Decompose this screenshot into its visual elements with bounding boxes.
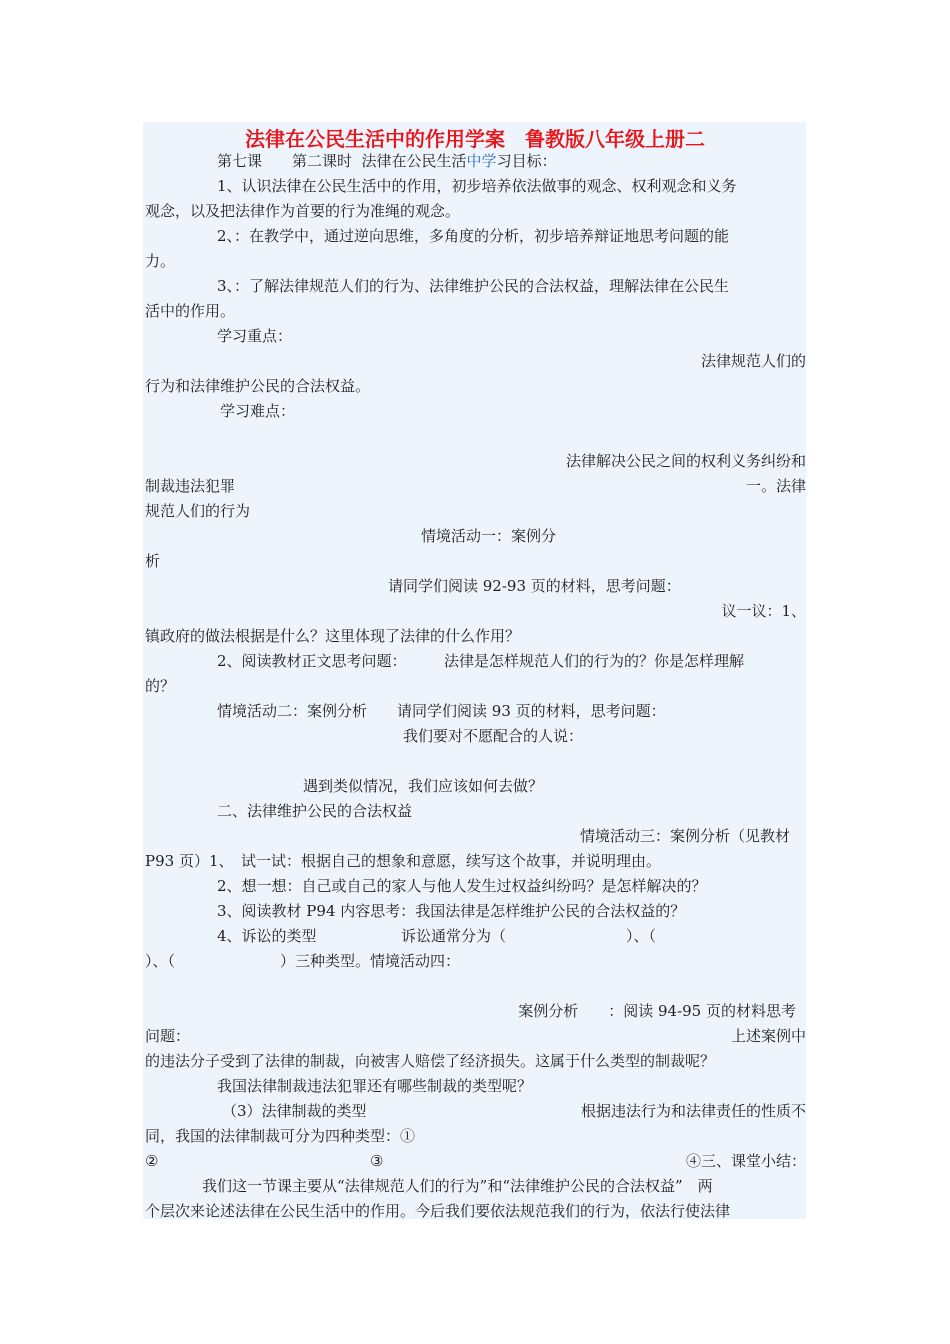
activity-heading: 情境活动二：案例分析 请同学们阅读 93 页的材料，思考问题： bbox=[217, 702, 666, 720]
paragraph-line: 诉讼通常分为（ ）、（ bbox=[401, 927, 657, 945]
document-title: 法律在公民生活中的作用学案 鲁教版八年级上册二 bbox=[245, 127, 705, 151]
section-heading: 一。法律 bbox=[745, 477, 806, 495]
paragraph-line: 活中的作用。 bbox=[145, 302, 236, 320]
paragraph-line: （3）法律制裁的类型 bbox=[222, 1102, 367, 1120]
paragraph-line: 2、想一想：自己或自己的家人与他人发生过权益纠纷吗？是怎样解决的？ bbox=[217, 877, 707, 895]
paragraph-line: 个层次来论述法律在公民生活中的作用。今后我们要依法规范我们的行为，依法行使法律 bbox=[145, 1202, 731, 1220]
paragraph-line: ② bbox=[145, 1152, 159, 1170]
paragraph-line: ）、（ ）三种类型。情境活动四： bbox=[145, 952, 461, 970]
paragraph-line: 的？ bbox=[145, 677, 176, 695]
section-heading: ④三、课堂小结： bbox=[685, 1152, 806, 1170]
inline-link[interactable]: 中学 bbox=[466, 152, 497, 170]
paragraph-line: 根据违法行为和法律责任的性质不 bbox=[580, 1102, 806, 1120]
lesson-heading: 第七课 第二课时 法律在公民生活中学习目标： bbox=[217, 152, 557, 170]
paragraph-line: 我国法律制裁违法犯罪还有哪些制裁的类型呢？ bbox=[217, 1077, 533, 1095]
paragraph-line: 析 bbox=[145, 552, 161, 570]
paragraph-line: P93 页）1、 试一试：根据自己的想象和意愿，续写这个故事，并说明理由。 bbox=[145, 852, 661, 870]
paragraph-line: 同，我国的法律制裁可分为四种类型：① bbox=[145, 1127, 416, 1145]
paragraph-line: 1、认识法律在公民生活中的作用，初步培养依法做事的观念、权利观念和义务 bbox=[217, 177, 737, 195]
paragraph-line: 请同学们阅读 92-93 页的材料，思考问题： bbox=[388, 577, 681, 595]
paragraph-line: 我们要对不愿配合的人说： bbox=[403, 727, 584, 745]
paragraph-line: 我们这一节课主要从“法律规范人们的行为”和“法律维护公民的合法权益” 两 bbox=[202, 1177, 713, 1195]
activity-heading: 情境活动一：案例分 bbox=[421, 527, 557, 545]
paragraph-line: 法律解决公民之间的权利义务纠纷和 bbox=[565, 452, 806, 470]
paragraph-line: 4、诉讼的类型 bbox=[217, 927, 317, 945]
paragraph-line: 议一议：1、 bbox=[721, 602, 806, 620]
paragraph-line: 问题： bbox=[145, 1027, 191, 1045]
activity-heading: 案例分析 ：阅读 94-95 页的材料思考 bbox=[518, 1002, 796, 1020]
paragraph-line: 2、阅读教材正文思考问题： 法律是怎样规范人们的行为的？你是怎样理解 bbox=[217, 652, 745, 670]
paragraph-line: 遇到类似情况，我们应该如何去做？ bbox=[303, 777, 544, 795]
paragraph-line: 法律规范人们的 bbox=[700, 352, 806, 370]
paragraph-line: 上述案例中 bbox=[730, 1027, 806, 1045]
paragraph-line: 观念，以及把法律作为首要的行为准绳的观念。 bbox=[145, 202, 461, 220]
paragraph-line: 力。 bbox=[145, 252, 176, 270]
paragraph-line: 镇政府的做法根据是什么？这里体现了法律的什么作用？ bbox=[145, 627, 521, 645]
paragraph-line: ③ bbox=[370, 1152, 384, 1170]
paragraph-line: 3、阅读教材 P94 内容思考：我国法律是怎样维护公民的合法权益的？ bbox=[217, 902, 686, 920]
paragraph-line: 规范人们的行为 bbox=[145, 502, 251, 520]
section-heading: 二、法律维护公民的合法权益 bbox=[217, 802, 413, 820]
paragraph-line: 制裁违法犯罪 bbox=[145, 477, 236, 495]
activity-heading: 情境活动三：案例分析（见教材 bbox=[579, 827, 790, 845]
paragraph-line: 的违法分子受到了法律的制裁，向被害人赔偿了经济损失。这属于什么类型的制裁呢？ bbox=[145, 1052, 716, 1070]
section-label: 学习难点： bbox=[220, 402, 296, 420]
paragraph-line: 行为和法律维护公民的合法权益。 bbox=[145, 377, 371, 395]
section-label: 学习重点： bbox=[217, 327, 293, 345]
paragraph-line: 2、：在教学中，通过逆向思维，多角度的分析，初步培养辩证地思考问题的能 bbox=[217, 227, 730, 245]
paragraph-line: 3、：了解法律规范人们的行为、法律维护公民的合法权益，理解法律在公民生 bbox=[217, 277, 730, 295]
